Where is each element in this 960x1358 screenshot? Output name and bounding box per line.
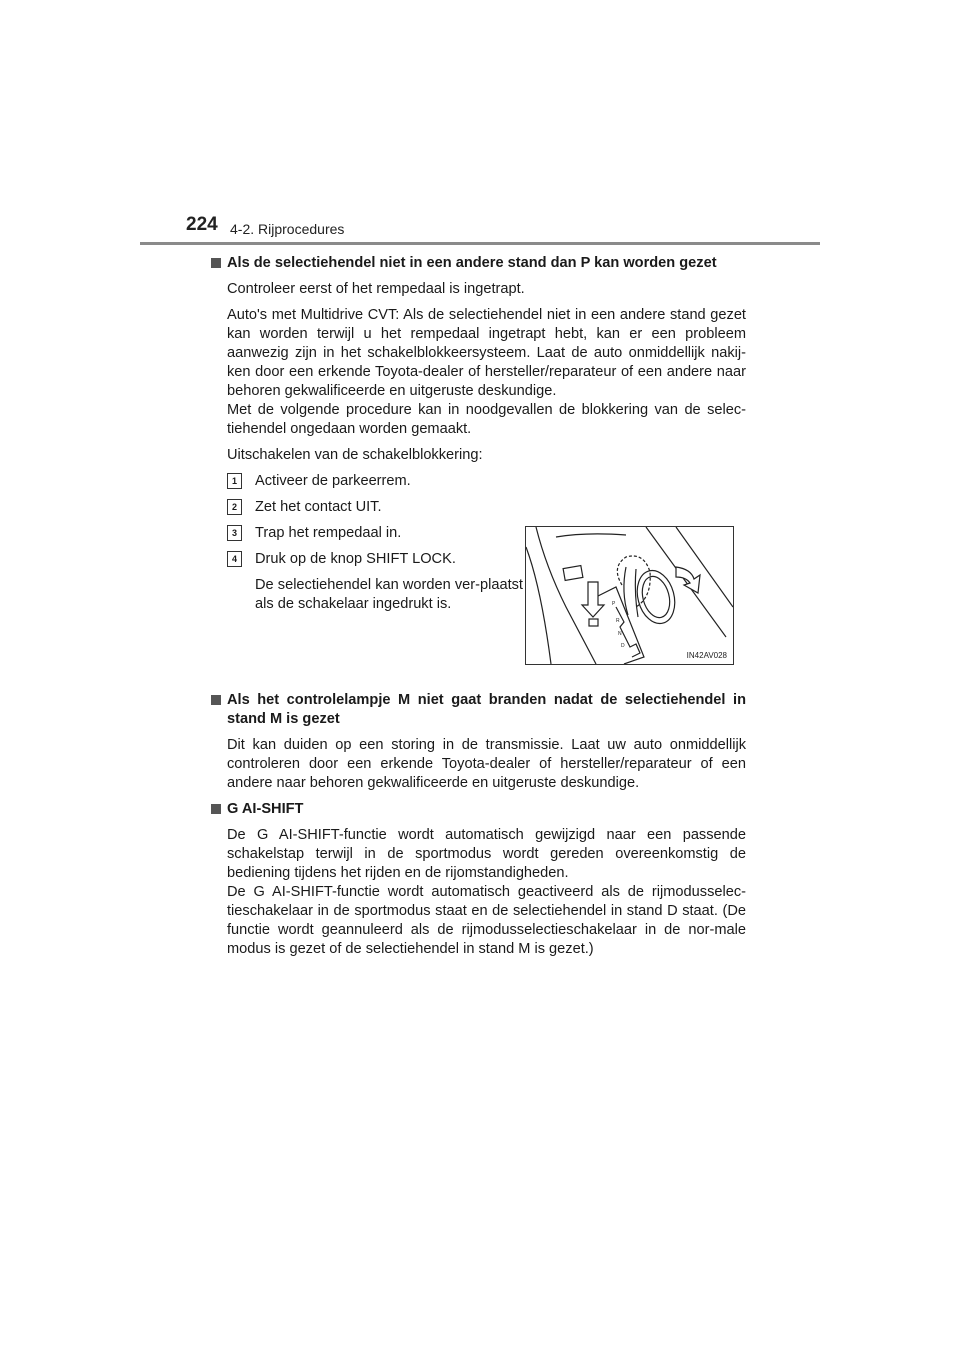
svg-text:N: N (618, 631, 622, 637)
step-1: 1 Activeer de parkeerrem. (227, 472, 746, 491)
paragraph: Dit kan duiden op een storing in de transmissie. Laat uw auto onmiddellijk controleren door een erkende Toyota-dealer of hersteller/reparateur of een andere naar behoren gekwalificeerde en uitgeruste deskundige. (227, 737, 746, 791)
paragraph: Controleer eerst of het rempedaal is ingetrapt. (227, 281, 525, 297)
step-note: De selectiehendel kan worden ver-plaatst als de schakelaar ingedrukt is. (255, 577, 523, 612)
square-bullet-icon (211, 804, 221, 814)
press-arrow-icon (582, 582, 604, 617)
paragraph: De G AI-SHIFT-functie wordt automatisch gewijzigd naar een passende schakelstap terwijl in de sportmodus wordt gereden overeenkomstig de bediening tijdens het rijden en de rijomstandigheden. (227, 827, 746, 881)
section-heading-g-ai-shift: G AI-SHIFT (211, 800, 746, 819)
svg-text:R: R (616, 618, 620, 624)
header-rule (140, 242, 820, 245)
svg-text:D: D (621, 643, 625, 649)
paragraph: Met de volgende procedure kan in noodgevallen de blokkering van de selec-tiehendel ongedaan worden gemaakt. (227, 402, 746, 437)
svg-text:P: P (612, 601, 616, 607)
section-heading-shift-lock: Als de selectiehendel niet in een andere stand dan P kan worden gezet (211, 254, 746, 273)
paragraph: Auto's met Multidrive CVT: Als de selectiehendel niet in een andere stand gezet kan worden terwijl u het rempedaal ingetrapt hebt, kan er een probleem aanwezig zijn in het schakelblokkeersysteem. Laat de auto onmiddellijk nakij-ken door een erkende Toyota-dealer of hersteller/reparateur of een andere naar behoren gekwalificeerde en uitgeruste deskundige. (227, 307, 746, 399)
square-bullet-icon (211, 258, 221, 268)
step-number-icon: 1 (227, 473, 242, 489)
section-body-indicator-m (211, 736, 746, 793)
step-4: 4 Druk op de knop SHIFT LOCK. De selectiehendel kan worden ver-plaatst als de schakelaar ingedrukt is. (227, 550, 746, 614)
step-number-icon: 3 (227, 525, 242, 541)
section-title: 4-2. Rijprocedures (230, 221, 345, 237)
paragraph: Uitschakelen van de schakelblokkering: (227, 447, 483, 463)
section-body-g-ai-shift (211, 826, 746, 959)
figure-code: IN42AV028 (686, 651, 727, 660)
step-3: 3 Trap het rempedaal in. (227, 524, 746, 543)
square-bullet-icon (211, 695, 221, 705)
step-number-icon: 2 (227, 499, 242, 515)
step-number-icon: 4 (227, 551, 242, 567)
shift-console-drawing (526, 527, 733, 664)
paragraph: De G AI-SHIFT-functie wordt automatisch geactiveerd als de rijmodusselec-tieschakelaar in de sportmodus staat en de selectiehendel in stand D staat. (De functie wordt geannuleerd als de rijmodusselectieschakelaar in de nor-male modus is gezet of de selectiehendel in stand M is gezet.) (227, 884, 746, 957)
shift-lock-illustration (525, 526, 734, 665)
section-heading-indicator-m: Als het controlelampje M niet gaat branden nadat de selectiehendel in stand M is gezet (211, 691, 746, 729)
move-arrow-icon (676, 567, 700, 593)
step-2: 2 Zet het contact UIT. (227, 498, 746, 517)
page-number: 224 (186, 214, 218, 235)
